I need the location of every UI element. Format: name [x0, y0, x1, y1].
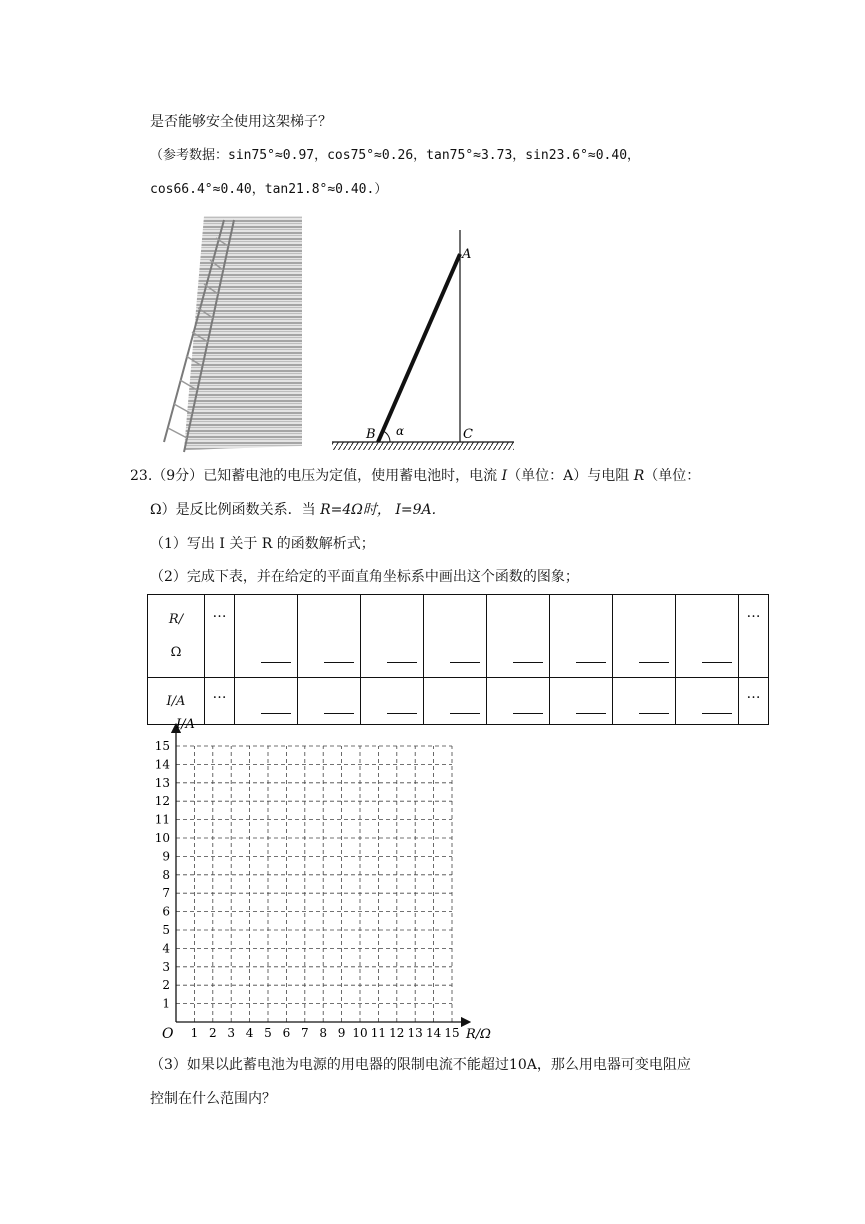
x-tick-label: 5: [264, 1026, 272, 1040]
ladder-segment: [378, 254, 460, 442]
y-tick-label: 8: [162, 867, 170, 882]
y-tick-label: 7: [162, 886, 170, 901]
y-tick-label: 14: [154, 757, 170, 772]
reference-data-line2: cos66.4°≈0.40，tan21.8°≈0.40.）: [150, 182, 388, 197]
label-b: B: [366, 427, 376, 442]
x-tick-label: 11: [370, 1026, 387, 1040]
y-tick-label: 6: [162, 904, 170, 919]
x-tick-label: 3: [227, 1026, 236, 1040]
q23-part3-line2: 控制在什么范围内？: [150, 1091, 276, 1107]
q23-stem-line2-a: Ω）是反比例函数关系．当: [150, 502, 316, 518]
y-tick-label: 10: [154, 831, 170, 845]
x-tick-labels: [191, 1026, 460, 1040]
blank-cell[interactable]: [550, 595, 613, 678]
blank-cell[interactable]: [613, 678, 676, 725]
q23-part2: （2）完成下表，并在给定的平面直角坐标系中画出这个函数的图象；: [150, 569, 579, 585]
y-tick-label: 3: [162, 959, 170, 974]
y-tick-label: 12: [154, 794, 170, 809]
header-r-top: R/: [168, 612, 184, 627]
q23-stem-line1: [130, 466, 700, 486]
blank-cell[interactable]: [424, 595, 487, 678]
brick-wall: [184, 216, 302, 450]
table-ellipsis: …: [205, 595, 235, 678]
coordinate-grid: [148, 712, 508, 1047]
x-tick-label: 4: [245, 1026, 254, 1040]
q23-stem-line2-b: R=4Ω时，: [320, 502, 391, 518]
ladder-photo: [154, 212, 304, 454]
q23-stem-part1: 已知蓄电池的电压为定值，使用蓄电池时，电流: [203, 468, 498, 484]
x-tick-label: 15: [444, 1026, 460, 1040]
label-a: A: [462, 247, 472, 262]
unit-r: （单位：: [644, 468, 701, 484]
x-tick-label: 13: [407, 1026, 423, 1040]
x-tick-label: 10: [352, 1026, 368, 1040]
y-axis-label: I/A: [176, 717, 195, 732]
y-tick-label: 13: [154, 775, 170, 790]
unit-i: （单位：A）与电阻: [507, 468, 630, 484]
q23-stem-line2-c: I=9A.: [395, 502, 437, 518]
y-tick-label: 2: [162, 978, 170, 993]
header-i: I/A: [148, 678, 205, 725]
grid-lines: [176, 746, 452, 1022]
y-tick-labels: [155, 739, 171, 1011]
q23-part3-line1: （3）如果以此蓄电池为电源的用电器的限制电流不能超过10A，那么用电器可变电阻应: [150, 1057, 691, 1073]
x-tick-label: 8: [319, 1026, 328, 1040]
q23-stem-line2: [150, 500, 436, 520]
y-tick-label: 5: [162, 923, 170, 937]
header-r: [148, 595, 205, 678]
q23-part1: （1）写出 I 关于 R 的函数解析式；: [150, 536, 375, 552]
table-ellipsis: …: [205, 678, 235, 725]
blank-cell[interactable]: [613, 595, 676, 678]
x-tick-label: 2: [208, 1026, 217, 1040]
table-ellipsis: …: [739, 678, 769, 725]
table-row-r: [148, 595, 769, 678]
blank-cell[interactable]: [676, 678, 739, 725]
reference-data-line1: （参考数据：sin75°≈0.97，cos75°≈0.26，tan75°≈3.73，sin23.6°≈0.40，: [150, 148, 641, 163]
header-r-bottom: Ω: [170, 645, 182, 660]
blank-cell[interactable]: [550, 678, 613, 725]
ground-hatching: [332, 442, 514, 450]
q23-score: （9分）: [152, 468, 204, 484]
blank-cell[interactable]: [676, 595, 739, 678]
x-tick-label: 12: [389, 1026, 405, 1040]
y-tick-label: 1: [162, 996, 170, 1011]
origin-label: O: [162, 1026, 174, 1042]
y-tick-label: 11: [154, 812, 170, 827]
x-tick-label: 1: [190, 1026, 199, 1040]
label-alpha: α: [396, 424, 405, 438]
label-c: C: [463, 427, 473, 442]
blank-cell[interactable]: [487, 595, 550, 678]
value-table: [147, 594, 769, 725]
y-tick-label: 9: [162, 849, 170, 864]
blank-cell[interactable]: [235, 595, 298, 678]
blank-cell[interactable]: [361, 595, 424, 678]
x-tick-label: 14: [425, 1026, 442, 1040]
table-ellipsis: …: [739, 595, 769, 678]
x-tick-label: 7: [300, 1026, 309, 1040]
q23-number: 23.: [130, 468, 153, 484]
x-tick-label: 6: [282, 1026, 291, 1040]
var-r: R: [633, 468, 645, 484]
blank-cell[interactable]: [298, 595, 361, 678]
x-axis-label: R/Ω: [466, 1027, 491, 1042]
var-i: I: [501, 468, 508, 484]
y-tick-label: 15: [154, 739, 170, 753]
question-continuation: 是否能够安全使用这架梯子？: [150, 114, 332, 130]
x-tick-label: 9: [337, 1026, 346, 1040]
y-tick-label: 4: [162, 941, 170, 956]
ladder-triangle-diagram: [326, 222, 522, 458]
